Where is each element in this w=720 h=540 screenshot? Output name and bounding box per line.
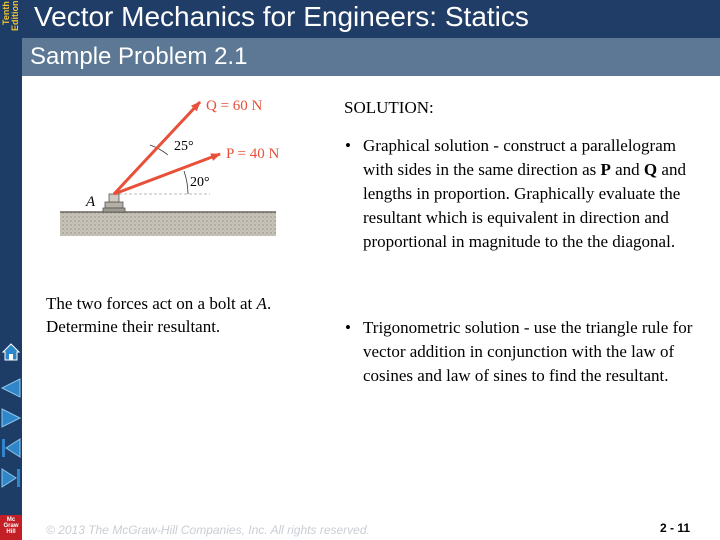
problem-statement xyxy=(46,292,316,338)
previous-slide-button[interactable] xyxy=(0,376,22,400)
bullet-marker: • xyxy=(345,136,351,155)
force-diagram xyxy=(50,88,310,248)
angle-label-p: 20° xyxy=(190,175,210,190)
logo-line-2: Graw xyxy=(3,523,19,529)
page-number: 2 - 11 xyxy=(660,521,691,535)
edition-line-2: Edition xyxy=(10,1,20,32)
first-slide-icon xyxy=(0,436,22,460)
bullet-marker: • xyxy=(345,318,351,337)
next-slide-icon xyxy=(0,406,22,430)
bullet-text-part: and lengths in proportion. Graphically evaluate the resultant which is equivalent in direction and proportional in magnitude to the the diagonal. xyxy=(363,160,686,251)
force-diagram-svg xyxy=(50,88,310,248)
copyright-notice: © 2013 The McGraw-Hill Companies, Inc. All rights reserved. xyxy=(46,523,370,537)
bullet-text-part: Graphical solution - construct a parallelogram with sides in the same direction as xyxy=(363,136,676,179)
angle-arc-p xyxy=(184,171,188,194)
problem-statement-end: . Determine their resultant. xyxy=(46,294,272,336)
home-icon xyxy=(0,340,22,364)
slide-title: Vector Mechanics for Engineers: Statics xyxy=(34,1,529,32)
point-a-label: A xyxy=(86,194,96,210)
bullet-text: Trigonometric solution - use the triangle rule for vector addition in conjunction with the law of cosines and law of sines to find the resultant. xyxy=(363,318,693,385)
angle-label-q: 25° xyxy=(174,139,194,154)
bolt xyxy=(103,194,125,212)
problem-point: A xyxy=(256,294,267,313)
first-slide-button[interactable] xyxy=(0,436,22,460)
slide-subtitle: Sample Problem 2.1 xyxy=(30,43,248,70)
ground-surface xyxy=(60,212,276,236)
subtitle-bar xyxy=(22,38,720,76)
last-slide-button[interactable] xyxy=(0,466,22,490)
title-bar xyxy=(22,0,720,38)
bullet-text xyxy=(363,134,695,254)
p-label: P = 40 N xyxy=(226,146,280,162)
logo-line-1: Mc xyxy=(6,517,16,523)
logo-line-3: Hill xyxy=(6,529,16,535)
edition-line-1: Tenth xyxy=(1,1,11,25)
solution-heading: SOLUTION: xyxy=(344,98,434,117)
edition-label xyxy=(0,0,22,44)
bullet-text-part: and xyxy=(610,160,644,179)
previous-slide-icon xyxy=(0,376,22,400)
publisher-logo xyxy=(0,515,22,540)
solution-bullet-trigonometric xyxy=(345,316,695,388)
q-label: Q = 60 N xyxy=(206,98,263,114)
problem-statement-start: The two forces act on a bolt at xyxy=(46,294,253,313)
vector-p: P xyxy=(600,160,611,179)
last-slide-icon xyxy=(0,466,22,490)
next-slide-button[interactable] xyxy=(0,406,22,430)
home-button[interactable] xyxy=(0,340,22,364)
vector-q: Q xyxy=(643,160,658,179)
solution-bullet-graphical xyxy=(345,134,695,254)
